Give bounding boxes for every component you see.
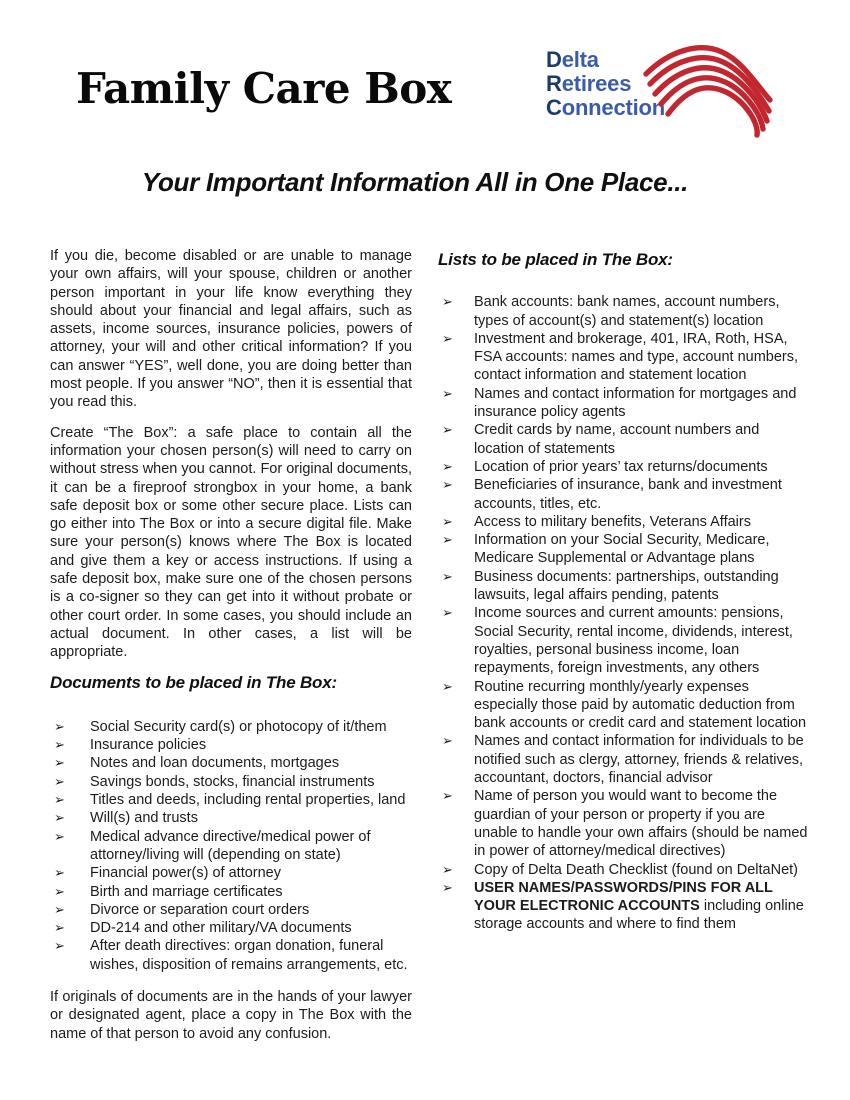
list-item xyxy=(50,773,412,791)
list-item-text: Birth and marriage certificates xyxy=(90,883,283,900)
arrow-bullet-icon: ➢ xyxy=(442,605,453,621)
list-item xyxy=(438,513,810,531)
list-item-text: Name of person you would want to become the guardian of your person or property if you are unable to handle your own affairs (should be named in power of attorney/medical directives) xyxy=(474,788,808,860)
list-item-text: Location of prior years’ tax returns/documents xyxy=(474,458,768,475)
arrow-bullet-icon: ➢ xyxy=(54,718,65,734)
list-item-text: Investment and brokerage, 401, IRA, Roth, HSA, FSA accounts: names and type, account numbers, contact information and statement location xyxy=(474,330,799,384)
list-item xyxy=(438,879,810,934)
list-item-text: After death directives: organ donation, funeral wishes, disposition of remains arrangements, etc. xyxy=(90,938,408,973)
list-item xyxy=(438,604,810,677)
list-item xyxy=(438,476,810,513)
document-subtitle: Your Important Information All in One Place... xyxy=(141,167,689,197)
list-item-text: Notes and loan documents, mortgages xyxy=(90,755,340,772)
logo-line-delta: Delta xyxy=(546,47,599,72)
closing-paragraph: If originals of documents are in the hands of your lawyer or designated agent, place a copy in The Box with the name of that person to avoid any confusion. xyxy=(50,988,412,1042)
arrow-bullet-icon: ➢ xyxy=(442,458,453,474)
list-item-text: Titles and deeds, including rental properties, land xyxy=(90,792,406,809)
arrow-bullet-icon: ➢ xyxy=(54,938,65,954)
documents-list xyxy=(50,718,412,974)
list-item xyxy=(50,828,412,865)
list-item-text: Savings bonds, stocks, financial instruments xyxy=(90,773,375,790)
red-wave-swoosh-icon xyxy=(642,40,776,140)
arrow-bullet-icon: ➢ xyxy=(54,828,65,844)
list-item xyxy=(50,809,412,827)
list-item-text: Routine recurring monthly/yearly expenses especially those paid by automatic deduction from bank accounts or credit card and statement location xyxy=(474,678,807,732)
logo-line-connection: Connection xyxy=(546,95,666,120)
arrow-bullet-icon: ➢ xyxy=(442,422,453,438)
list-item xyxy=(438,732,810,787)
list-item-text: USER NAMES/PASSWORDS/PINS FOR ALL YOUR ELECTRONIC ACCOUNTS including online storage accounts and where to find them xyxy=(474,879,804,933)
logo-line-retirees: Retirees xyxy=(546,71,632,96)
list-item-text: Will(s) and trusts xyxy=(90,810,198,827)
arrow-bullet-icon: ➢ xyxy=(442,513,453,529)
list-item-text: Copy of Delta Death Checklist (found on DeltaNet) xyxy=(474,861,798,878)
arrow-bullet-icon: ➢ xyxy=(442,879,453,895)
list-item xyxy=(438,678,810,733)
list-item-text: DD-214 and other military/VA documents xyxy=(90,920,352,937)
list-item xyxy=(50,901,412,919)
arrow-bullet-icon: ➢ xyxy=(442,733,453,749)
arrow-bullet-icon: ➢ xyxy=(54,810,65,826)
arrow-bullet-icon: ➢ xyxy=(442,788,453,804)
arrow-bullet-icon: ➢ xyxy=(54,773,65,789)
delta-retirees-connection-logo xyxy=(546,46,781,144)
list-item xyxy=(438,385,810,422)
list-item-text: Insurance policies xyxy=(90,737,207,754)
lists-list xyxy=(438,293,810,933)
arrow-bullet-icon: ➢ xyxy=(54,920,65,936)
right-column xyxy=(438,247,810,1043)
list-item xyxy=(50,937,412,974)
two-column-body xyxy=(50,247,810,1043)
arrow-bullet-icon: ➢ xyxy=(442,532,453,548)
arrow-bullet-icon: ➢ xyxy=(442,294,453,310)
list-item xyxy=(438,293,810,330)
list-item xyxy=(438,861,810,879)
arrow-bullet-icon: ➢ xyxy=(54,792,65,808)
list-item-text: Divorce or separation court orders xyxy=(90,901,310,918)
intro-paragraph: If you die, become disabled or are unable to manage your own affairs, will your spouse, children or another person important in your life know everything they should about your financial and legal affairs, such as assets, income sources, insurance policies, powers of attorney, your will and other critical information? If you can answer “YES”, well done, you are doing better than most people. If you answer “NO”, then it is essential that you read this. xyxy=(50,248,412,411)
list-item xyxy=(50,883,412,901)
list-item xyxy=(50,718,412,736)
list-item-text: Bank accounts: bank names, account numbers, types of account(s) and statement(s) location xyxy=(474,294,780,329)
list-item-text: Access to military benefits, Veterans Affairs xyxy=(474,513,751,530)
list-item-text: Financial power(s) of attorney xyxy=(90,865,281,882)
list-item xyxy=(50,919,412,937)
page-title: Family Care Box xyxy=(76,64,452,113)
list-item xyxy=(50,754,412,772)
arrow-bullet-icon: ➢ xyxy=(54,737,65,753)
list-item-text: Names and contact information for mortgages and insurance policy agents xyxy=(474,385,797,421)
list-item xyxy=(50,736,412,754)
list-item-text: Names and contact information for individuals to be notified such as clergy, attorney, friends & relatives, accountant, doctors, financial advisor xyxy=(474,733,804,787)
lists-section-heading: Lists to be placed in The Box: xyxy=(438,250,673,269)
list-item-text: Business documents: partnerships, outstanding lawsuits, legal affairs pending, patents xyxy=(474,568,779,604)
list-item xyxy=(438,568,810,605)
arrow-bullet-icon: ➢ xyxy=(54,865,65,881)
arrow-bullet-icon: ➢ xyxy=(54,883,65,899)
list-item-text: Beneficiaries of insurance, bank and investment accounts, titles, etc. xyxy=(474,477,782,512)
arrow-bullet-icon: ➢ xyxy=(442,385,453,401)
arrow-bullet-icon: ➢ xyxy=(442,568,453,584)
list-item-text: Social Security card(s) or photocopy of it/them xyxy=(90,718,387,735)
arrow-bullet-icon: ➢ xyxy=(442,477,453,493)
arrow-bullet-icon: ➢ xyxy=(442,330,453,346)
documents-section-heading: Documents to be placed in The Box: xyxy=(50,672,337,692)
list-item xyxy=(50,791,412,809)
list-item-text: Credit cards by name, account numbers and location of statements xyxy=(474,422,760,457)
list-item xyxy=(50,864,412,882)
list-item xyxy=(438,421,810,458)
list-item xyxy=(438,330,810,385)
arrow-bullet-icon: ➢ xyxy=(54,755,65,771)
list-item xyxy=(438,531,810,568)
list-item-text: Income sources and current amounts: pensions, Social Security, rental income, dividends, interest, royalties, personal business income, loan repayments, foreign investments, any others xyxy=(474,605,793,677)
arrow-bullet-icon: ➢ xyxy=(442,861,453,877)
list-item-text: Medical advance directive/medical power of attorney/living will (depending on state) xyxy=(90,828,371,863)
list-item xyxy=(438,458,810,476)
arrow-bullet-icon: ➢ xyxy=(54,901,65,917)
left-column xyxy=(50,247,412,1043)
arrow-bullet-icon: ➢ xyxy=(442,678,453,694)
list-item xyxy=(438,787,810,860)
list-item-text: Information on your Social Security, Medicare, Medicare Supplemental or Advantage plans xyxy=(474,532,770,567)
create-the-box-paragraph: Create “The Box”: a safe place to contain all the information your chosen person(s) will need to carry on without stress when you cannot. For original documents, it can be a fireproof strongbox in your home, a bank safe deposit box or some other secure place. Lists can go either into The Box or into a secure digital file. Make sure your person(s) knows where The Box is located and give them a key or access instructions. If using a safe deposit box, make sure one of the chosen persons is a co-signer so they can get into it without probate or other court order. In some cases, you should include an actual document. In other cases, a list will be appropriate. xyxy=(50,424,412,661)
